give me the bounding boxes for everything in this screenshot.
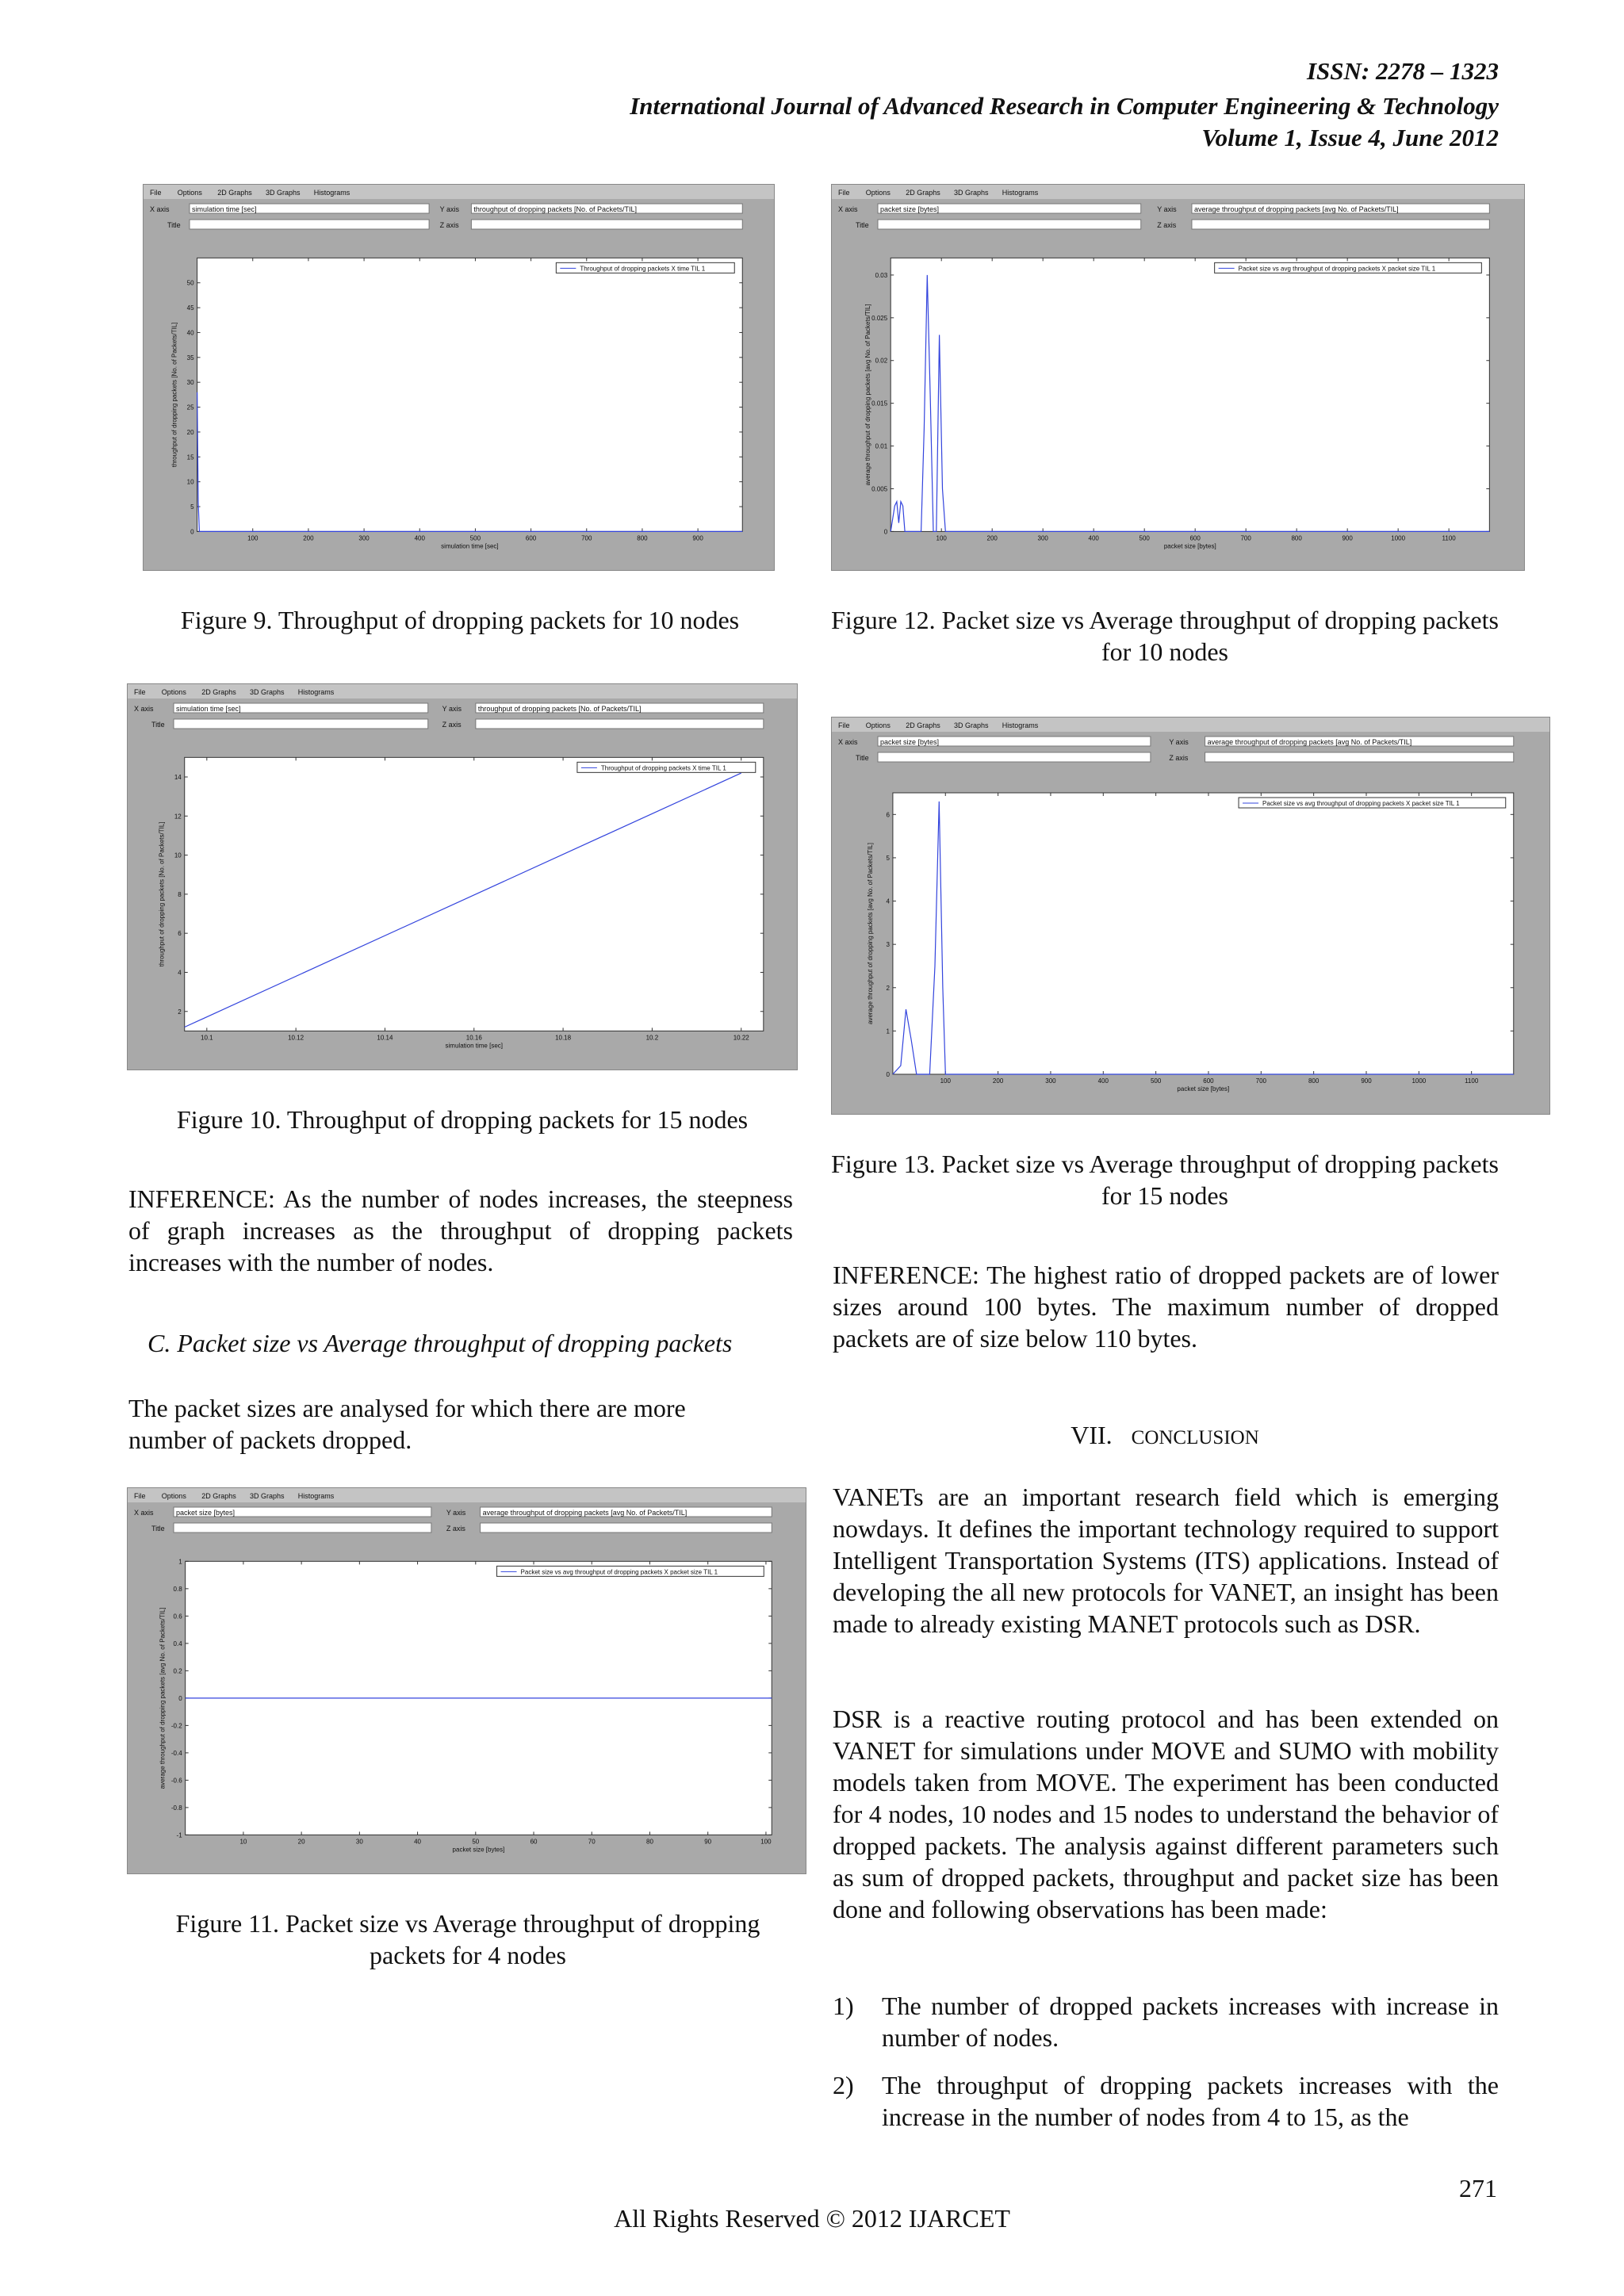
- figure-9-chart: [144, 185, 774, 570]
- y-axis-input-value: average throughput of dropping packets [avg No. of Packets/TIL]: [1193, 205, 1399, 213]
- y-tick-label: -0.2: [170, 1722, 182, 1730]
- plot-area: [197, 258, 743, 531]
- conclusion-paragraph-1: VANETs are an important research field which is emerging nowdays. It defines the important technology required to support Intelligent Transportation Systems (ITS) applications. Instead of developing the all new protocols for VANET, an insight has been made to already existing MANET protocols such as DSR.: [833, 1483, 1499, 1638]
- x-axis-input-value: simulation time [sec]: [176, 705, 241, 713]
- figure-13-caption: Figure 13. Packet size vs Average throughput of dropping packets for 15 nodes: [831, 1150, 1499, 1210]
- menu-item: Options: [161, 688, 186, 696]
- y-tick-label: 0: [883, 528, 888, 536]
- x-tick-label: 10.2: [645, 1034, 659, 1042]
- x-tick-label: 1000: [1391, 534, 1406, 542]
- title-field-label: Title: [856, 754, 869, 762]
- y-tick-label: -1: [176, 1831, 182, 1839]
- y-tick-label: 50: [186, 279, 194, 287]
- y-tick-label: 4: [178, 969, 182, 977]
- menu-item: 3D Graphs: [250, 1492, 285, 1500]
- y-tick-label: 0.015: [871, 400, 888, 408]
- x-axis-field-label: X axis: [150, 205, 170, 213]
- x-tick-label: 900: [1361, 1077, 1372, 1085]
- menu-item: Histograms: [313, 189, 350, 197]
- section-vii-title: CONCLUSION: [1131, 1427, 1259, 1448]
- x-tick-label: 60: [530, 1838, 538, 1846]
- menu-item: 2D Graphs: [217, 189, 252, 197]
- x-axis-label: packet size [bytes]: [1177, 1085, 1230, 1093]
- y-tick-label: 6: [178, 930, 182, 938]
- x-tick-label: 10.16: [465, 1034, 482, 1042]
- x-tick-label: 300: [1045, 1077, 1056, 1085]
- menu-item: File: [838, 189, 850, 197]
- y-tick-label: 6: [886, 811, 890, 819]
- x-tick-label: 100: [940, 1077, 951, 1085]
- x-tick-label: 200: [992, 1077, 1004, 1085]
- figure-9-plot: [143, 184, 775, 571]
- journal-title: International Journal of Advanced Research in Computer Engineering & Technology: [630, 92, 1499, 120]
- figure-13-plot: [831, 717, 1550, 1115]
- menu-item: 2D Graphs: [906, 189, 940, 197]
- figure-11-plot: [127, 1487, 806, 1874]
- y-tick-label: 10: [186, 478, 194, 486]
- figure-10-caption: Figure 10. Throughput of dropping packets for 15 nodes: [176, 1105, 749, 1134]
- x-tick-label: 10.22: [733, 1034, 749, 1042]
- y-tick-label: 1: [178, 1558, 182, 1566]
- x-tick-label: 400: [414, 534, 425, 542]
- title-field-label: Title: [151, 721, 165, 729]
- x-tick-label: 1100: [1465, 1077, 1479, 1085]
- x-axis-field-label: X axis: [838, 738, 858, 746]
- x-axis-field-label: X axis: [134, 705, 154, 713]
- x-tick-label: 1100: [1442, 534, 1456, 542]
- figure-11-chart: [128, 1488, 806, 1873]
- x-axis-input-value: packet size [bytes]: [176, 1509, 236, 1517]
- y-tick-label: -0.4: [170, 1749, 182, 1757]
- page-number: 271: [1459, 2174, 1497, 2202]
- y-tick-label: 2: [886, 984, 890, 992]
- x-axis-input-value: packet size [bytes]: [880, 738, 940, 746]
- y-axis-label: throughput of dropping packets [No. of Packets/TIL]: [170, 322, 178, 468]
- y-axis-field-label: Y axis: [442, 705, 462, 713]
- y-tick-label: 0: [178, 1694, 182, 1702]
- title-input: [174, 719, 428, 729]
- y-axis-field-label: Y axis: [1169, 738, 1189, 746]
- legend-text: Packet size vs avg throughput of dropping packets X packet size TIL 1: [520, 1568, 718, 1576]
- y-tick-label: 14: [174, 773, 182, 781]
- y-axis-label: average throughput of dropping packets [avg No. of Packets/TIL]: [864, 304, 872, 486]
- legend-text: Throughput of dropping packets X time TIL 1: [580, 265, 706, 273]
- volume-info: Volume 1, Issue 4, June 2012: [1201, 124, 1499, 151]
- z-axis-field-label: Z axis: [1169, 754, 1189, 762]
- y-tick-label: 12: [174, 813, 182, 821]
- y-tick-label: 5: [190, 503, 194, 511]
- title-input: [174, 1523, 431, 1533]
- x-axis-label: simulation time [sec]: [441, 542, 499, 550]
- plot-area: [893, 793, 1514, 1074]
- menu-item: File: [838, 721, 850, 729]
- figure-11-caption: Figure 11. Packet size vs Average throughput of dropping packets for 4 nodes: [175, 1909, 760, 1969]
- figure-12-plot: [831, 184, 1525, 571]
- observation-item-1: [833, 1990, 1499, 2053]
- observation-item-2: [833, 2069, 1499, 2133]
- x-tick-label: 600: [525, 534, 537, 542]
- x-tick-label: 50: [472, 1838, 480, 1846]
- section-vii-number: VII.: [1071, 1421, 1113, 1449]
- x-tick-label: 100: [760, 1838, 772, 1846]
- y-tick-label: 0.025: [871, 314, 888, 322]
- menu-item: Histograms: [297, 1492, 335, 1500]
- y-axis-input-value: average throughput of dropping packets [avg No. of Packets/TIL]: [482, 1509, 688, 1517]
- conclusion-paragraph-2: DSR is a reactive routing protocol and has been extended on VANET for simulations under MOVE and SUMO with mobility models taken from MOVE. The experiment has been conducted for 4 nodes, 10 nodes and 15 nodes to understand the behavior of dropped packets. The analysis against different parameters such as sum of dropped packets, throughput and packet size has been done and following observations has been made:: [833, 1705, 1499, 1923]
- menu-item: File: [134, 1492, 146, 1500]
- y-tick-label: 0.01: [875, 442, 888, 450]
- z-axis-field-label: Z axis: [1157, 221, 1177, 229]
- menu-item: 3D Graphs: [954, 721, 989, 729]
- y-tick-label: 0.005: [871, 485, 888, 493]
- y-axis-input-value: average throughput of dropping packets [avg No. of Packets/TIL]: [1207, 738, 1412, 746]
- z-axis-field-label: Z axis: [439, 221, 459, 229]
- x-tick-label: 500: [1150, 1077, 1162, 1085]
- y-tick-label: 0.03: [875, 271, 888, 279]
- y-tick-label: 0: [886, 1071, 890, 1078]
- x-tick-label: 10: [239, 1838, 247, 1846]
- y-tick-label: 0.2: [173, 1667, 182, 1675]
- z-axis-input: [471, 220, 742, 229]
- x-tick-label: 1000: [1411, 1077, 1427, 1085]
- menu-item: Histograms: [297, 688, 335, 696]
- z-axis-field-label: Z axis: [446, 1525, 465, 1533]
- x-tick-label: 10.18: [555, 1034, 572, 1042]
- menu-item: File: [150, 189, 162, 197]
- x-axis-label: packet size [bytes]: [1163, 542, 1216, 550]
- figure-13-chart: [832, 718, 1549, 1114]
- x-tick-label: 300: [358, 534, 370, 542]
- menu-item: 3D Graphs: [266, 189, 301, 197]
- title-input: [878, 752, 1151, 762]
- inference-right: INFERENCE: The highest ratio of dropped packets are of lower sizes around 100 bytes. The maximum number of dropped packets are of size below 110 bytes.: [833, 1261, 1499, 1353]
- legend-text: Packet size vs avg throughput of dropping packets X packet size TIL 1: [1262, 800, 1460, 807]
- x-tick-label: 700: [1240, 534, 1251, 542]
- x-tick-label: 200: [986, 534, 998, 542]
- menu-item: Options: [177, 189, 202, 197]
- y-tick-label: -0.8: [170, 1804, 182, 1812]
- x-tick-label: 400: [1097, 1077, 1109, 1085]
- observation-text: The throughput of dropping packets increases with the increase in the number of nodes from 4 to 15, as the: [882, 2071, 1499, 2131]
- menu-item: 3D Graphs: [954, 189, 989, 197]
- x-tick-label: 40: [414, 1838, 422, 1846]
- x-tick-label: 10.14: [377, 1034, 393, 1042]
- x-axis-label: simulation time [sec]: [445, 1042, 504, 1050]
- x-tick-label: 100: [936, 534, 947, 542]
- y-tick-label: 0: [190, 528, 194, 536]
- y-tick-label: 35: [186, 354, 194, 362]
- inference-left: INFERENCE: As the number of nodes increases, the steepness of graph increases as the throughput of dropping packets increases with the number of nodes.: [128, 1184, 793, 1276]
- y-axis-input-value: throughput of dropping packets [No. of Packets/TIL]: [473, 205, 638, 213]
- issn-header: ISSN: 2278 – 1323: [1306, 57, 1499, 85]
- x-tick-label: 10.12: [288, 1034, 304, 1042]
- x-axis-input-value: packet size [bytes]: [880, 205, 940, 213]
- x-tick-label: 300: [1037, 534, 1048, 542]
- title-field-label: Title: [167, 221, 181, 229]
- x-tick-label: 600: [1189, 534, 1201, 542]
- y-tick-label: 30: [186, 379, 194, 387]
- figure-9-caption: Figure 9. Throughput of dropping packets for 10 nodes: [180, 606, 740, 634]
- menu-item: Options: [865, 721, 891, 729]
- footer-copyright: All Rights Reserved © 2012 IJARCET: [614, 2204, 1010, 2233]
- figure-12-caption: Figure 12. Packet size vs Average throughput of dropping packets for 10 nodes: [831, 606, 1499, 666]
- y-axis-field-label: Y axis: [1157, 205, 1177, 213]
- menu-item: Histograms: [1002, 721, 1039, 729]
- menu-item: 2D Graphs: [906, 721, 940, 729]
- plot-area: [891, 258, 1489, 531]
- y-axis-label: average throughput of dropping packets [avg No. of Packets/TIL]: [866, 842, 874, 1025]
- y-tick-label: 0.02: [875, 357, 888, 365]
- y-tick-label: 4: [886, 897, 890, 905]
- x-tick-label: 900: [1342, 534, 1353, 542]
- y-tick-label: 40: [186, 329, 194, 337]
- z-axis-input: [1205, 752, 1514, 762]
- x-tick-label: 500: [469, 534, 481, 542]
- menu-item: Histograms: [1002, 189, 1039, 197]
- y-tick-label: 20: [186, 428, 194, 436]
- z-axis-input: [481, 1523, 772, 1533]
- x-axis-input-value: simulation time [sec]: [192, 205, 257, 213]
- x-tick-label: 900: [692, 534, 703, 542]
- x-axis-label: packet size [bytes]: [452, 1846, 505, 1854]
- observation-text: The number of dropped packets increases with increase in number of nodes.: [882, 1992, 1499, 2052]
- figure-12-chart: [832, 185, 1524, 570]
- y-tick-label: 10: [174, 851, 182, 859]
- x-tick-label: 90: [704, 1838, 712, 1846]
- y-tick-label: 15: [186, 453, 194, 461]
- x-tick-label: 200: [303, 534, 314, 542]
- y-tick-label: 45: [186, 304, 194, 312]
- observation-number: 1): [833, 1992, 854, 2020]
- x-tick-label: 70: [588, 1838, 596, 1846]
- x-tick-label: 700: [1255, 1077, 1266, 1085]
- y-tick-label: 0.8: [173, 1585, 182, 1593]
- x-axis-field-label: X axis: [134, 1509, 154, 1517]
- y-tick-label: 0.6: [173, 1613, 182, 1621]
- x-tick-label: 400: [1088, 534, 1099, 542]
- y-tick-label: 5: [886, 854, 890, 862]
- y-axis-label: throughput of dropping packets [No. of Packets/TIL]: [158, 821, 166, 967]
- x-tick-label: 100: [247, 534, 259, 542]
- x-tick-label: 10.1: [201, 1034, 213, 1042]
- menu-item: Options: [865, 189, 891, 197]
- y-tick-label: 25: [186, 404, 194, 411]
- y-tick-label: 2: [178, 1008, 182, 1016]
- y-tick-label: 1: [886, 1027, 890, 1035]
- menu-item: 2D Graphs: [201, 1492, 236, 1500]
- x-tick-label: 20: [297, 1838, 305, 1846]
- menu-item: Options: [161, 1492, 186, 1500]
- figure-10-chart: [128, 684, 797, 1070]
- title-input: [878, 220, 1141, 229]
- section-vii-heading: [831, 1419, 1499, 1454]
- z-axis-input: [476, 719, 764, 729]
- y-axis-input-value: throughput of dropping packets [No. of Packets/TIL]: [477, 705, 642, 713]
- x-tick-label: 30: [355, 1838, 363, 1846]
- legend-text: Throughput of dropping packets X time TIL 1: [600, 764, 726, 772]
- legend-text: Packet size vs avg throughput of dropping packets X packet size TIL 1: [1238, 265, 1436, 273]
- z-axis-field-label: Z axis: [442, 721, 462, 729]
- x-tick-label: 800: [1291, 534, 1302, 542]
- x-tick-label: 600: [1203, 1077, 1214, 1085]
- menu-item: File: [134, 688, 146, 696]
- z-axis-input: [1192, 220, 1489, 229]
- y-axis-field-label: Y axis: [439, 205, 460, 213]
- title-field-label: Title: [151, 1525, 165, 1533]
- y-tick-label: 8: [178, 890, 182, 898]
- menu-item: 2D Graphs: [201, 688, 236, 696]
- plot-area: [185, 757, 764, 1031]
- x-axis-field-label: X axis: [838, 205, 858, 213]
- y-tick-label: 3: [886, 941, 890, 949]
- figure-10-plot: [127, 683, 798, 1070]
- section-c-text: The packet sizes are analysed for which there are more number of packets dropped.: [128, 1394, 686, 1454]
- y-axis-field-label: Y axis: [446, 1509, 466, 1517]
- x-tick-label: 80: [646, 1838, 653, 1846]
- y-tick-label: 0.4: [173, 1640, 182, 1647]
- y-tick-label: -0.6: [170, 1777, 182, 1785]
- x-tick-label: 500: [1139, 534, 1150, 542]
- x-tick-label: 800: [637, 534, 648, 542]
- x-tick-label: 700: [581, 534, 592, 542]
- menu-item: 3D Graphs: [250, 688, 285, 696]
- section-c-heading: C. Packet size vs Average throughput of dropping packets: [147, 1329, 733, 1357]
- x-tick-label: 800: [1308, 1077, 1320, 1085]
- title-input: [190, 220, 429, 229]
- observation-number: 2): [833, 2071, 854, 2099]
- y-axis-label: average throughput of dropping packets [avg No. of Packets/TIL]: [159, 1607, 167, 1789]
- title-field-label: Title: [856, 221, 869, 229]
